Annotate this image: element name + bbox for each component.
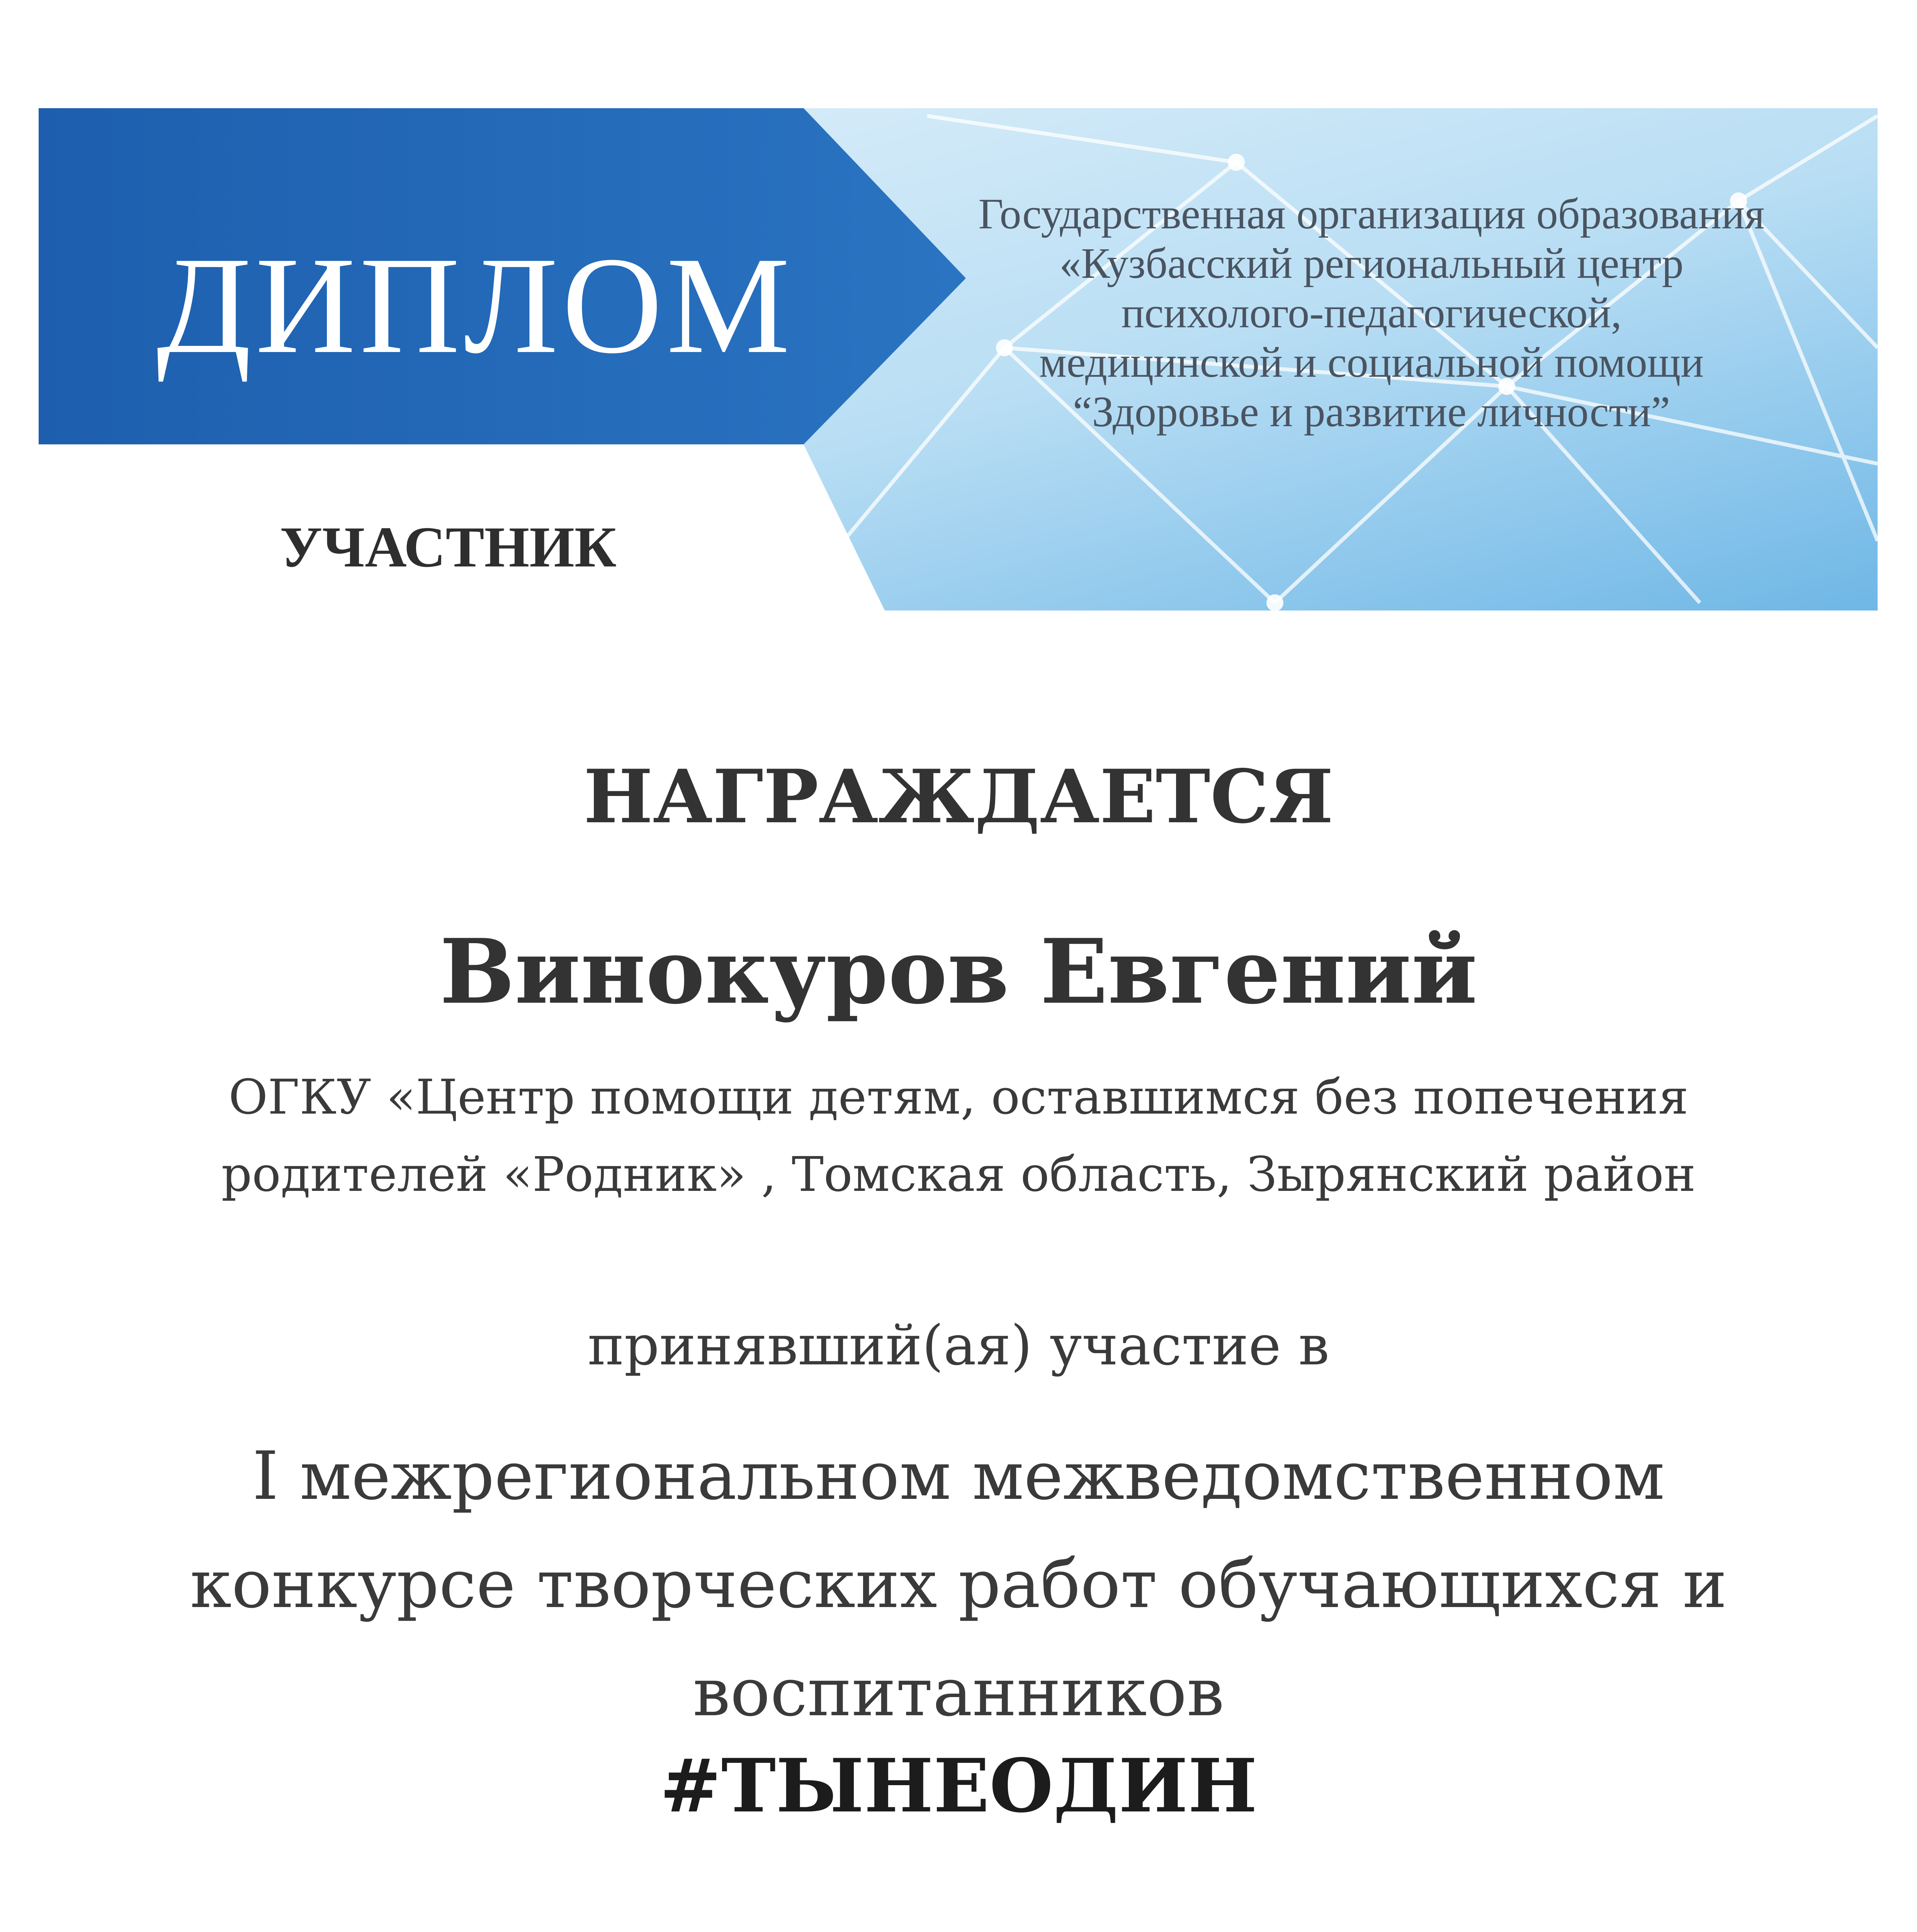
institution: [0, 1059, 1917, 1213]
participation-text: принявший(ая) участие в: [588, 1314, 1329, 1378]
organization-line: “Здоровье и развитие личности”: [1072, 388, 1671, 436]
institution-line: ОГКУ «Центр помощи детям, оставшимся без попечения: [228, 1070, 1689, 1125]
contest-hashtag: #ТЫНЕОДИН: [659, 1743, 1258, 1829]
organization-line: психолого-педагогической,: [1121, 289, 1622, 337]
recipient-name: Винокуров Евгений: [439, 920, 1478, 1024]
diploma-subtitle: УЧАСТНИК: [280, 515, 617, 579]
contest-line: воспитанников: [693, 1653, 1224, 1731]
contest-name: [0, 1422, 1917, 1747]
organization-name: [831, 189, 1912, 437]
contest-line: I межрегиональном межведомственном: [252, 1437, 1665, 1515]
organization-line: медицинской и социальной помощи: [1039, 338, 1704, 386]
diploma-title: ДИПЛОМ: [156, 228, 794, 382]
awarded-heading: НАГРАЖДАЕТСЯ: [583, 753, 1334, 840]
contest-line: конкурсе творческих работ обучающихся и: [190, 1545, 1727, 1623]
organization-line: Государственная организация образования: [978, 190, 1765, 238]
organization-line: «Кузбасский региональный центр: [1059, 240, 1684, 287]
institution-line: родителей «Родник» , Томская область, Зырянский район: [221, 1147, 1696, 1202]
